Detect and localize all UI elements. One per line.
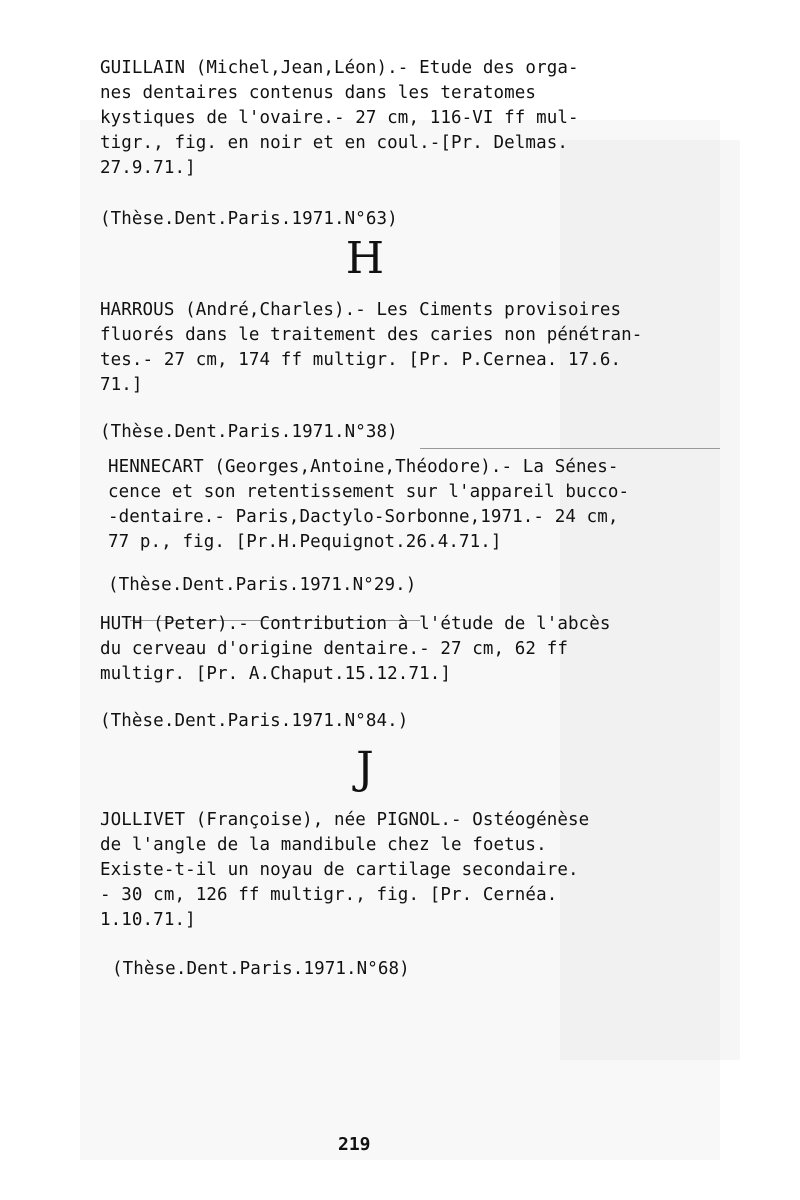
section-letter: J	[356, 743, 374, 794]
entry-line: nes dentaires contenus dans les teratomes	[100, 83, 537, 103]
entry-line: - 30 cm, 126 ff multigr., fig. [Pr. Cernéa.	[100, 885, 558, 905]
bibliographic-entry	[100, 612, 740, 687]
thesis-note: (Thèse.Dent.Paris.1971.N°29.)	[108, 575, 417, 595]
entry-line: JOLLIVET (Françoise), née PIGNOL.- Ostéogénèse	[100, 810, 590, 830]
entry-line: fluorés dans le traitement des caries non pénétran-	[100, 325, 643, 345]
section-letter: H	[345, 233, 385, 284]
entry-line: 1.10.71.]	[100, 910, 196, 930]
entry-line: -dentaire.- Paris,Dactylo-Sorbonne,1971.- 24 cm,	[108, 507, 619, 527]
entry-line: Existe-t-il un noyau de cartilage secondaire.	[100, 860, 579, 880]
entry-line: tes.- 27 cm, 174 ff multigr. [Pr. P.Cernea. 17.6.	[100, 350, 622, 370]
bibliographic-entry	[108, 455, 740, 555]
entry-line: tigr., fig. en noir et en coul.-[Pr. Delmas.	[100, 133, 568, 153]
thesis-note: (Thèse.Dent.Paris.1971.N°63)	[100, 209, 398, 229]
thesis-note: (Thèse.Dent.Paris.1971.N°38)	[100, 422, 398, 442]
entry-line: GUILLAIN (Michel,Jean,Léon).- Etude des orga-	[100, 58, 579, 78]
entry-line: 77 p., fig. [Pr.H.Pequignot.26.4.71.]	[108, 532, 502, 552]
entry-line: de l'angle de la mandibule chez le foetus.	[100, 835, 547, 855]
entry-line: multigr. [Pr. A.Chaput.15.12.71.]	[100, 664, 451, 684]
thesis-note: (Thèse.Dent.Paris.1971.N°68)	[112, 959, 410, 979]
entry-line: HARROUS (André,Charles).- Les Ciments provisoires	[100, 300, 622, 320]
bibliographic-entry	[100, 808, 740, 933]
page-number: 219	[338, 1134, 371, 1155]
document-body	[100, 56, 740, 982]
entry-line: 71.]	[100, 375, 143, 395]
bibliographic-entry	[100, 298, 740, 398]
bibliographic-entry	[100, 56, 740, 181]
entry-line: 27.9.71.]	[100, 158, 196, 178]
thesis-note: (Thèse.Dent.Paris.1971.N°84.)	[100, 711, 409, 731]
entry-line: HENNECART (Georges,Antoine,Théodore).- La Sénes-	[108, 457, 619, 477]
entry-line: HUTH (Peter).- Contribution à l'étude de l'abcès	[100, 614, 611, 634]
entry-line: cence et son retentissement sur l'appareil bucco-	[108, 482, 630, 502]
entry-line: du cerveau d'origine dentaire.- 27 cm, 62 ff	[100, 639, 568, 659]
entry-line: kystiques de l'ovaire.- 27 cm, 116-VI ff mul-	[100, 108, 579, 128]
